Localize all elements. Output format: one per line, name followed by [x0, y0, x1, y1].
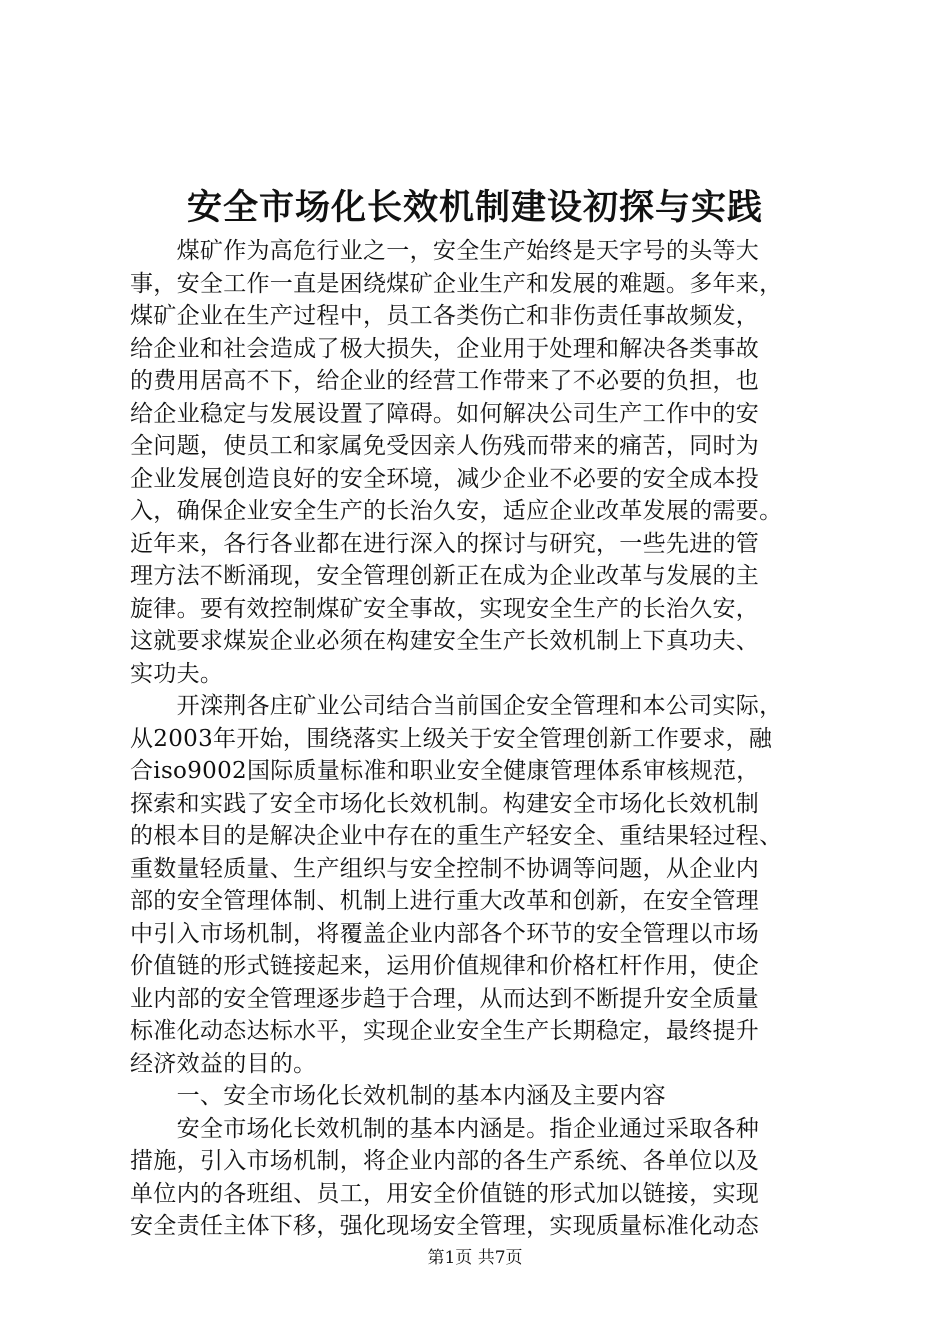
- body-text-line: 理方法不断涌现，安全管理创新正在成为企业改革与发展的主: [130, 563, 760, 589]
- body-text-line: 安全市场化长效机制的基本内涵是。指企业通过采取各种: [130, 1115, 760, 1142]
- body-text-line: 中引入市场机制，将覆盖企业内部各个环节的安全管理以市场: [130, 920, 760, 947]
- body-text-line: 实功夫。: [130, 660, 224, 687]
- body-text-line: 企业发展创造良好的安全环境，减少企业不必要的安全成本投: [130, 465, 760, 492]
- body-text-line: 一、安全市场化长效机制的基本内涵及主要内容: [130, 1083, 666, 1109]
- body-text-line: 部的安全管理体制、机制上进行重大改革和创新，在安全管理: [130, 888, 760, 914]
- body-text-line: 从2003年开始，围绕落实上级关于安全管理创新工作要求，融: [130, 725, 773, 752]
- page-footer: 第1页 共7页: [427, 1248, 523, 1268]
- body-text-line: 煤矿企业在生产过程中，员工各类伤亡和非伤责任事故频发，: [130, 303, 760, 329]
- document-title: 安全市场化长效机制建设初探与实践: [186, 187, 763, 228]
- body-text-line: 合iso9002国际质量标准和职业安全健康管理体系审核规范，: [130, 758, 760, 784]
- body-text-line: 安全责任主体下移，强化现场安全管理，实现质量标准化动态: [130, 1213, 760, 1239]
- body-text-line: 重数量轻质量、生产组织与安全控制不协调等问题，从企业内: [130, 855, 760, 882]
- document-body: [130, 235, 850, 1243]
- body-text-line: 全问题，使员工和家属免受因亲人伤残而带来的痛苦，同时为: [130, 433, 760, 459]
- body-text-line: 探索和实践了安全市场化长效机制。构建安全市场化长效机制: [130, 790, 760, 817]
- body-text-line: 煤矿作为高危行业之一，安全生产始终是天字号的头等大: [130, 238, 760, 264]
- body-text-line: 入，确保企业安全生产的长治久安，适应企业改革发展的需要。: [130, 498, 783, 524]
- body-text-line: 开滦荆各庄矿业公司结合当前国企安全管理和本公司实际，: [130, 693, 783, 719]
- body-text-line: 旋律。要有效控制煤矿安全事故，实现安全生产的长治久安，: [130, 595, 760, 622]
- body-text-line: 标准化动态达标水平，实现企业安全生产长期稳定，最终提升: [130, 1018, 760, 1044]
- body-text-line: 单位内的各班组、员工，用安全价值链的形式加以链接，实现: [130, 1180, 760, 1207]
- body-text-line: 措施，引入市场机制，将企业内部的各生产系统、各单位以及: [130, 1148, 760, 1174]
- body-text-line: 这就要求煤炭企业必须在构建安全生产长效机制上下真功夫、: [130, 628, 760, 654]
- body-text-line: 的费用居高不下，给企业的经营工作带来了不必要的负担，也: [130, 368, 760, 394]
- body-text-line: 经济效益的目的。: [130, 1050, 317, 1077]
- body-text-line: 给企业稳定与发展设置了障碍。如何解决公司生产工作中的安: [130, 400, 760, 427]
- body-text-line: 的根本目的是解决企业中存在的重生产轻安全、重结果轻过程、: [130, 823, 783, 849]
- body-text-line: 近年来，各行各业都在进行深入的探讨与研究，一些先进的管: [130, 530, 760, 557]
- body-text-line: 给企业和社会造成了极大损失，企业用于处理和解决各类事故: [130, 335, 760, 362]
- body-text-line: 业内部的安全管理逐步趋于合理，从而达到不断提升安全质量: [130, 985, 760, 1012]
- body-text-line: 价值链的形式链接起来，运用价值规律和价格杠杆作用，使企: [130, 953, 760, 979]
- body-text-line: 事，安全工作一直是困绕煤矿企业生产和发展的难题。多年来，: [130, 270, 783, 297]
